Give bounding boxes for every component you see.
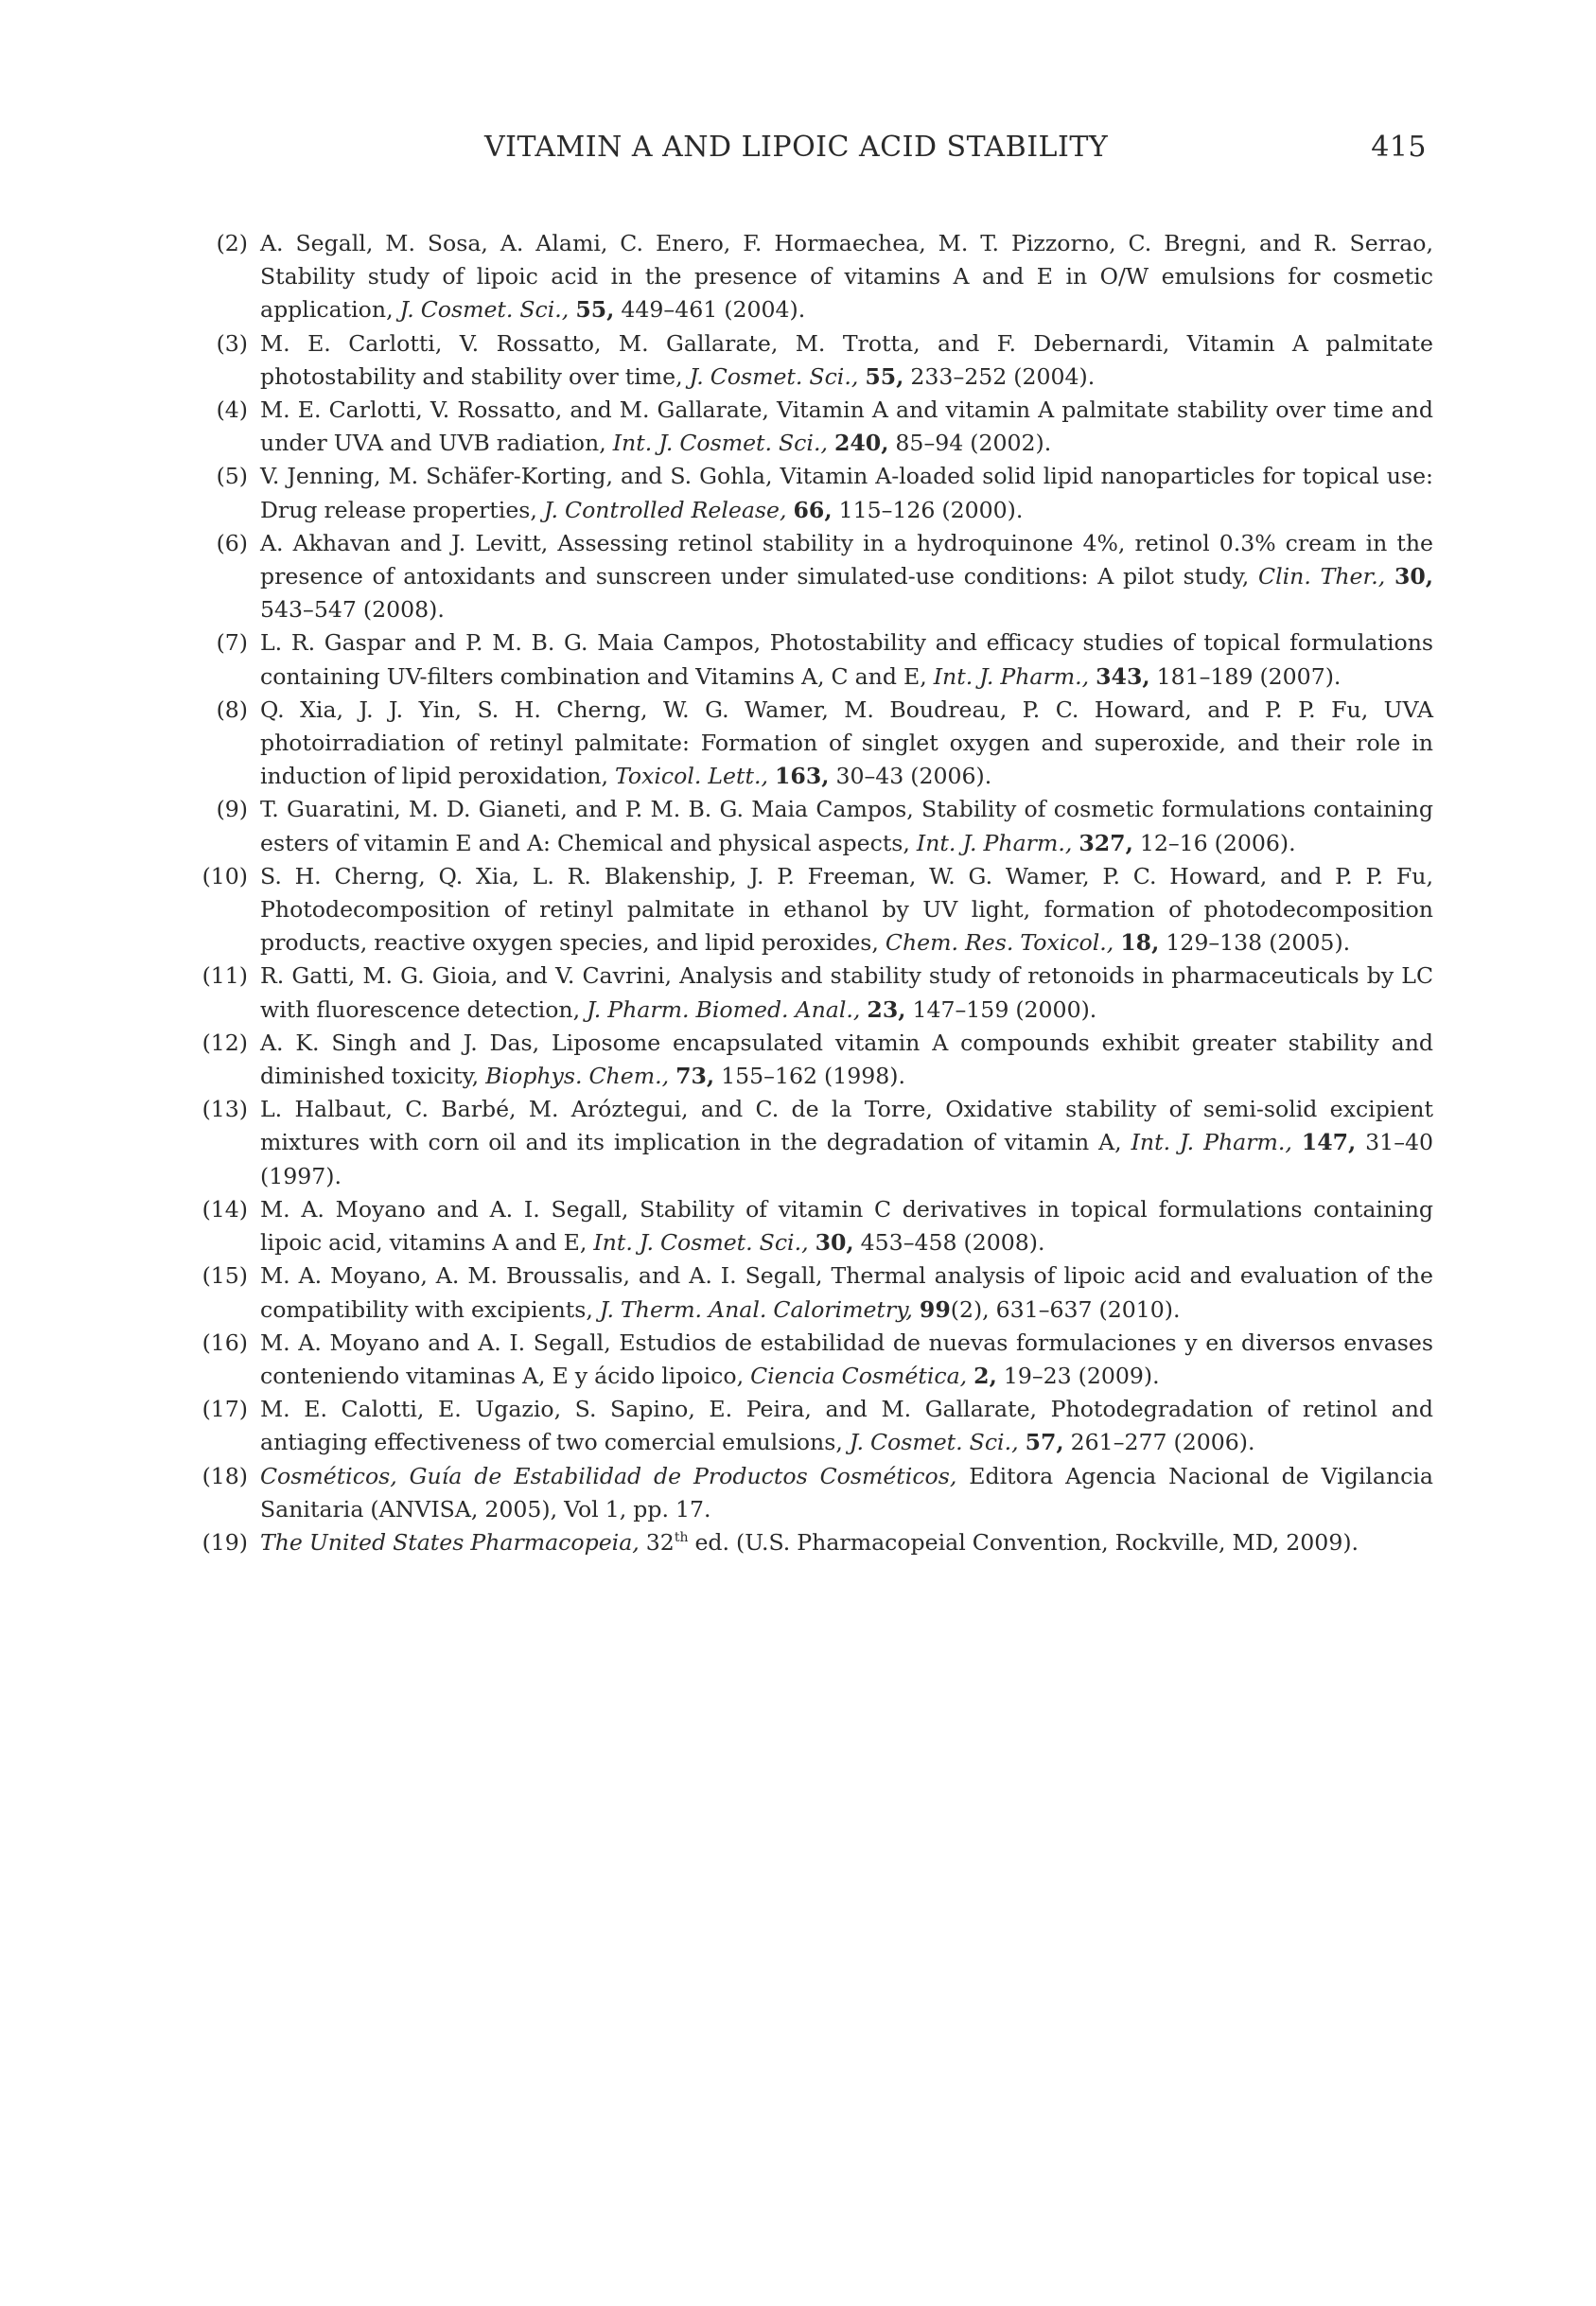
reference-text: S. H. Cherng, Q. Xia, L. R. Blakenship, J. P. Freeman, W. G. Wamer, P. C. Howard, and P. P. Fu, Photodecomposition of retinyl palmitate in ethanol by UV light, formation of photodecomposition products, reactive oxygen species, and lipid peroxides,: [260, 862, 1433, 957]
reference-item: [199, 1526, 1433, 1559]
reference-text: Q. Xia, J. J. Yin, S. H. Cherng, W. G. Wamer, M. Boudreau, P. C. Howard, and P. P. Fu, UVA photoirradiation of retinyl palmitate: Formation of singlet oxygen and superoxide, and their role in induction of lipid peroxidation,: [260, 695, 1433, 790]
reference-item: [199, 694, 1433, 794]
reference-journal: Int. J. Cosmet. Sci.,: [593, 1229, 809, 1257]
reference-journal: Int. J. Cosmet. Sci.,: [612, 430, 828, 457]
reference-text: L. R. Gaspar and P. M. B. G. Maia Campos, Photostability and efficacy studies of topical formulations containing UV-filters combination and Vitamins A, C and E,: [260, 629, 1433, 690]
reference-number: (12): [202, 1029, 248, 1056]
reference-number: (5): [216, 463, 248, 490]
reference-number: (16): [202, 1329, 248, 1356]
reference-journal: Toxicol. Lett.,: [614, 763, 768, 790]
reference-text: M. A. Moyano and A. I. Segall, Estudios de estabilidad de nuevas formulaciones y en diversos envases conteniendo vitaminas A, E y ácido lipoico,: [260, 1329, 1433, 1389]
reference-pages: 31–40 (1997).: [260, 1129, 1434, 1189]
running-head: [484, 131, 1427, 168]
reference-item: [199, 527, 1433, 627]
reference-text: M. A. Moyano and A. I. Segall, Stability of vitamin C derivatives in topical formulations containing lipoic acid, vitamins A and E,: [260, 1195, 1433, 1257]
reference-volume: 99: [919, 1295, 951, 1323]
reference-volume: 23,: [867, 995, 906, 1023]
reference-number: (4): [216, 396, 248, 424]
reference-pages: 449–461 (2004).: [621, 296, 806, 324]
reference-number: (15): [202, 1262, 248, 1290]
reference-item: [199, 1393, 1433, 1459]
reference-volume: 18,: [1120, 929, 1160, 957]
reference-text: R. Gatti, M. G. Gioia, and V. Cavrini, Analysis and stability study of retonoids in pharmaceuticals by LC with fluorescence detection,: [260, 962, 1433, 1023]
reference-volume: 30,: [1394, 563, 1434, 590]
reference-number: (17): [202, 1396, 248, 1423]
reference-volume: 57,: [1025, 1429, 1064, 1456]
reference-item: [199, 1027, 1433, 1093]
reference-volume: 55,: [575, 296, 615, 324]
reference-item: [199, 793, 1433, 859]
reference-journal: J. Cosmet. Sci.,: [399, 296, 570, 324]
reference-pages: 115–126 (2000).: [838, 496, 1024, 523]
reference-number: (13): [202, 1096, 248, 1123]
reference-pages: 233–252 (2004).: [910, 362, 1096, 390]
reference-text: T. Guaratini, M. D. Gianeti, and P. M. B. G. Maia Campos, Stability of cosmetic formulations containing esters of vitamin E and A: Chemical and physical aspects,: [260, 796, 1433, 856]
reference-volume: 2,: [973, 1362, 997, 1389]
reference-journal: Int. J. Pharm.,: [1131, 1129, 1292, 1156]
reference-journal: Ciencia Cosmética,: [750, 1362, 968, 1389]
reference-pages: ed. (U.S. Pharmacopeial Convention, Rockville, MD, 2009).: [694, 1528, 1359, 1556]
reference-number: (19): [202, 1528, 248, 1556]
reference-item: [199, 227, 1433, 327]
reference-item: [199, 1093, 1433, 1193]
reference-journal: The United States Pharmacopeia,: [260, 1528, 640, 1556]
reference-text: M. E. Carlotti, V. Rossatto, and M. Gallarate, Vitamin A and vitamin A palmitate stability over time and under UVA and UVB radiation,: [260, 396, 1433, 457]
reference-volume: 327,: [1079, 829, 1133, 856]
reference-volume: 240,: [833, 430, 889, 457]
reference-volume: 343,: [1096, 662, 1150, 690]
reference-volume: 66,: [793, 496, 833, 523]
reference-journal: J. Controlled Release,: [543, 496, 787, 523]
reference-list: [199, 227, 1433, 1559]
reference-pages: 147–159 (2000).: [912, 995, 1097, 1023]
reference-journal: Int. J. Pharm.,: [933, 662, 1090, 690]
reference-pages: 129–138 (2005).: [1166, 929, 1351, 957]
page-number: 415: [1371, 131, 1427, 164]
reference-text: M. E. Calotti, E. Ugazio, S. Sapino, E. Peira, and M. Gallarate, Photodegradation of retinol and antiaging effectiveness of two comercial emulsions,: [260, 1396, 1433, 1456]
reference-pages: Editora Agencia Nacional de Vigilancia Sanitaria (ANVISA, 2005), Vol 1, pp. 17.: [260, 1462, 1434, 1523]
reference-edition-suffix: th: [674, 1529, 689, 1545]
reference-journal: J. Cosmet. Sci.,: [689, 362, 859, 390]
reference-pages: (2), 631–637 (2010).: [950, 1295, 1181, 1323]
reference-number: (6): [216, 529, 248, 556]
reference-text: M. E. Carlotti, V. Rossatto, M. Gallarate, M. Trotta, and F. Debernardi, Vitamin A palmitate photostability and stability over time,: [260, 329, 1433, 390]
reference-text: A. Segall, M. Sosa, A. Alami, C. Enero, F. Hormaechea, M. T. Pizzorno, C. Bregni, and R. Serrao, Stability study of lipoic acid in the presence of vitamins A and E in O/W emulsions for cosmetic application,: [260, 230, 1433, 324]
reference-volume: 30,: [815, 1229, 854, 1257]
reference-item: [199, 1193, 1433, 1259]
reference-text: A. Akhavan and J. Levitt, Assessing retinol stability in a hydroquinone 4%, retinol 0.3% cream in the presence of antoxidants and sunscreen under simulated-use conditions: A pilot study,: [260, 529, 1433, 590]
reference-journal: J. Cosmet. Sci.,: [849, 1429, 1019, 1456]
running-title: VITAMIN A AND LIPOIC ACID STABILITY: [484, 131, 1109, 164]
reference-journal: Chem. Res. Toxicol.,: [885, 929, 1114, 957]
reference-text: V. Jenning, M. Schäfer-Korting, and S. Gohla, Vitamin A-loaded solid lipid nanoparticles for topical use: Drug release properties,: [260, 463, 1433, 523]
reference-text: L. Halbaut, C. Barbé, M. Aróztegui, and C. de la Torre, Oxidative stability of semi-solid excipient mixtures with corn oil and its implication in the degradation of vitamin A,: [260, 1096, 1433, 1156]
reference-pages: 543–547 (2008).: [260, 596, 445, 624]
reference-pages: 181–189 (2007).: [1156, 662, 1342, 690]
reference-pages: 12–16 (2006).: [1139, 829, 1296, 856]
reference-volume: 147,: [1301, 1129, 1357, 1156]
reference-item: [199, 460, 1433, 526]
reference-pages: 453–458 (2008).: [860, 1229, 1045, 1257]
reference-number: (10): [202, 862, 248, 889]
reference-volume: 73,: [675, 1063, 715, 1090]
reference-text: M. A. Moyano, A. M. Broussalis, and A. I. Segall, Thermal analysis of lipoic acid and evaluation of the compatibility with excipients,: [260, 1262, 1433, 1323]
reference-item: [199, 327, 1433, 394]
reference-pages: 261–277 (2006).: [1070, 1429, 1255, 1456]
reference-number: (2): [216, 230, 248, 256]
reference-number: (7): [216, 629, 248, 657]
reference-number: (18): [202, 1462, 248, 1489]
reference-item: [199, 626, 1433, 693]
reference-item: [199, 959, 1433, 1026]
reference-pages: 19–23 (2009).: [1003, 1362, 1160, 1389]
reference-number: (11): [202, 962, 248, 990]
reference-item: [199, 1460, 1433, 1526]
reference-journal: J. Therm. Anal. Calorimetry,: [599, 1295, 913, 1323]
reference-number: (3): [216, 329, 248, 357]
reference-number: (8): [216, 695, 248, 723]
reference-journal: Cosméticos, Guía de Estabilidad de Productos Cosméticos,: [260, 1462, 957, 1489]
reference-text: A. K. Singh and J. Das, Liposome encapsulated vitamin A compounds exhibit greater stability and diminished toxicity,: [260, 1029, 1433, 1090]
reference-volume: 55,: [865, 362, 904, 390]
reference-pages: 85–94 (2002).: [895, 430, 1052, 457]
reference-journal: Biophys. Chem.,: [485, 1063, 670, 1090]
reference-journal: Clin. Ther.,: [1258, 563, 1386, 590]
reference-number: (9): [216, 796, 248, 823]
reference-volume: 163,: [775, 763, 830, 790]
reference-journal: Int. J. Pharm.,: [916, 829, 1073, 856]
reference-pages: 155–162 (1998).: [721, 1063, 905, 1090]
reference-item: [199, 1327, 1433, 1393]
reference-item: [199, 1259, 1433, 1326]
reference-item: [199, 394, 1433, 460]
reference-edition: 32: [645, 1528, 675, 1556]
reference-pages: 30–43 (2006).: [835, 763, 992, 790]
reference-number: (14): [202, 1195, 248, 1223]
reference-item: [199, 860, 1433, 960]
reference-journal: J. Pharm. Biomed. Anal.,: [587, 995, 861, 1023]
